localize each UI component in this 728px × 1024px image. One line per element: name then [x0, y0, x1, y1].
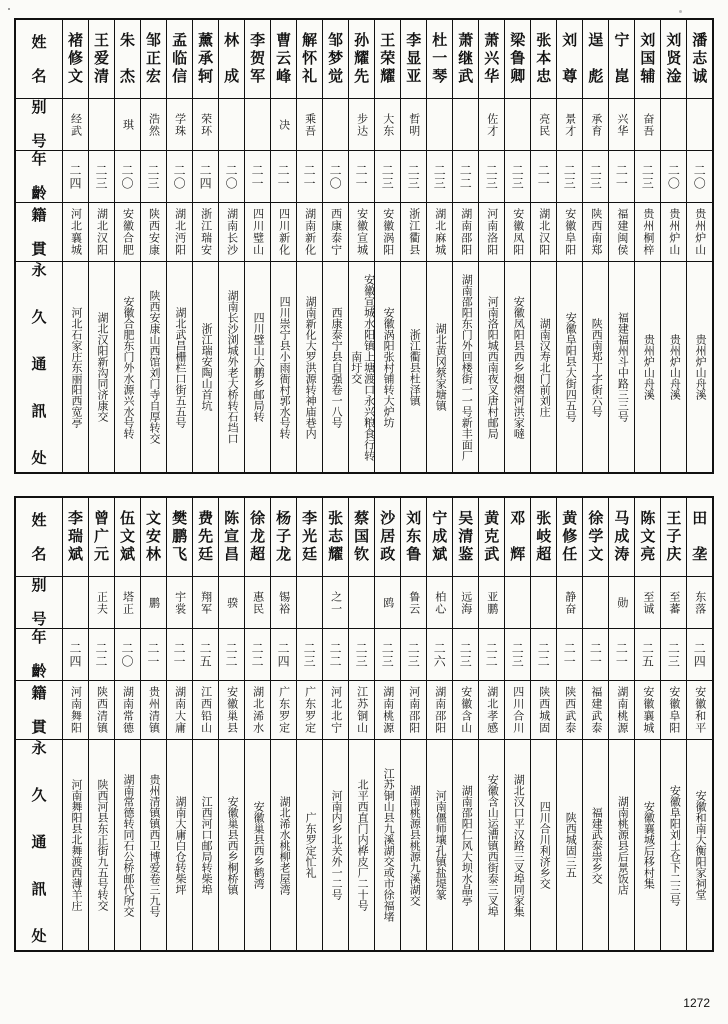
- origin-cell: 安徽合肥: [115, 203, 141, 262]
- age-cell: 二〇: [115, 629, 141, 681]
- name-cell: 徐学文: [583, 497, 609, 577]
- address-cell: 四川崇宁县小雨衙村郭水号转: [271, 262, 297, 474]
- alias-cell: 景才: [557, 99, 583, 151]
- address-cell: 安徽涡阳张村铺转大炉坊: [375, 262, 401, 474]
- alias-cell: [323, 99, 349, 151]
- origin-cell: 湖南大庸: [167, 681, 193, 740]
- age-cell: 二三: [583, 151, 609, 203]
- age-cell: 二〇: [167, 151, 193, 203]
- age-cell: 二三: [141, 151, 167, 203]
- address-cell: 安徽巢县西乡鹤湾: [245, 740, 271, 952]
- table-row-address-top: [15, 262, 713, 474]
- origin-cell: 贵州桐梓: [635, 203, 661, 262]
- alias-cell: 奋吾: [635, 99, 661, 151]
- origin-cell: 湖南桃源: [375, 681, 401, 740]
- alias-cell: [531, 577, 557, 629]
- name-cell: 刘国辅: [635, 19, 661, 99]
- address-cell: 河北石家庄东丽阳西宽亭: [63, 262, 89, 474]
- name-cell: 李贺军: [245, 19, 271, 99]
- name-cell: 马成涛: [609, 497, 635, 577]
- alias-cell: 翔军: [193, 577, 219, 629]
- origin-cell: 安徽含山: [453, 681, 479, 740]
- name-cell: 王子庆: [661, 497, 687, 577]
- age-cell: 二三: [557, 151, 583, 203]
- address-cell: 浙江瑞安陶山首坑: [193, 262, 219, 474]
- page-speck: [8, 8, 10, 10]
- origin-cell: 广东罗定: [271, 681, 297, 740]
- origin-cell: 湖北孝感: [479, 681, 505, 740]
- table-row-address-bottom: [15, 740, 713, 952]
- name-cell: 孟临信: [167, 19, 193, 99]
- address-cell: 贵州清镇镇西卫博爱卷三九号: [141, 740, 167, 952]
- age-cell: 二〇: [687, 151, 713, 203]
- alias-cell: 鲁云: [401, 577, 427, 629]
- age-cell: 二一: [609, 151, 635, 203]
- name-cell: 曹云峰: [271, 19, 297, 99]
- address-cell: 陕西安康山西馆刘门寺自厚转交: [141, 262, 167, 474]
- name-cell: 薰承轲: [193, 19, 219, 99]
- alias-cell: 正夫: [89, 577, 115, 629]
- name-cell: 黄修任: [557, 497, 583, 577]
- alias-cell: [687, 99, 713, 151]
- address-cell: 湖南桃源县桃源九溪湖交: [401, 740, 427, 952]
- address-cell: 湖南长沙浏城外老大桥转石垱口: [219, 262, 245, 474]
- address-cell: 北平西直门内桦皮厂二十号: [349, 740, 375, 952]
- address-cell: 安徽含山运漕镇西街泰三叉埠: [479, 740, 505, 952]
- address-cell: 福建福州斗中路三三号: [609, 262, 635, 474]
- address-cell: 湖北武昌栅栏口街五五号: [167, 262, 193, 474]
- origin-cell: 陕西城固: [531, 681, 557, 740]
- origin-cell: 江西铅山: [193, 681, 219, 740]
- age-cell: 二二: [531, 629, 557, 681]
- origin-cell: 西康泰宁: [323, 203, 349, 262]
- alias-cell: 琪: [115, 99, 141, 151]
- row-header-address: 永 久 通 訊 处: [15, 740, 63, 952]
- origin-cell: 湖北汉阳: [531, 203, 557, 262]
- origin-cell: 河南舞阳: [63, 681, 89, 740]
- alias-cell: 经武: [63, 99, 89, 151]
- origin-cell: 贵州炉山: [661, 203, 687, 262]
- age-cell: 二〇: [219, 151, 245, 203]
- name-cell: 邹正宏: [141, 19, 167, 99]
- alias-cell: [349, 577, 375, 629]
- name-cell: 王荣耀: [375, 19, 401, 99]
- roster-table-top: [14, 18, 714, 474]
- alias-cell: 至蕃: [661, 577, 687, 629]
- name-cell: 刘 尊: [557, 19, 583, 99]
- address-cell: 安徽阜阳县大街四五号: [557, 262, 583, 474]
- origin-cell: 安徽阜阳: [661, 681, 687, 740]
- alias-cell: 柏心: [427, 577, 453, 629]
- table-gap: [14, 474, 714, 496]
- table-row-origin-bottom: [15, 681, 713, 740]
- address-cell: 陕西河县东正街九五号转交: [89, 740, 115, 952]
- name-cell: 徐龙超: [245, 497, 271, 577]
- alias-cell: 勋: [609, 577, 635, 629]
- alias-cell: 决: [271, 99, 297, 151]
- name-cell: 杜一琴: [427, 19, 453, 99]
- address-cell: 西康泰宁县自强卷一八号: [323, 262, 349, 474]
- name-cell: 费先廷: [193, 497, 219, 577]
- alias-cell: [219, 99, 245, 151]
- name-cell: 文安林: [141, 497, 167, 577]
- age-cell: 二三: [375, 629, 401, 681]
- address-cell: 贵州炉山舟溪: [661, 262, 687, 474]
- address-cell: 湖北汉阳新沟同济康交: [89, 262, 115, 474]
- origin-cell: 安徽涡阳: [375, 203, 401, 262]
- age-cell: 二二: [89, 629, 115, 681]
- address-cell: 湖北黄冈蔡家塘镇: [427, 262, 453, 474]
- origin-cell: 福建闽侯: [609, 203, 635, 262]
- alias-cell: [453, 99, 479, 151]
- origin-cell: 湖南常德: [115, 681, 141, 740]
- origin-cell: 福建武泰: [583, 681, 609, 740]
- name-cell: 李光廷: [297, 497, 323, 577]
- alias-cell: 乘吾: [297, 99, 323, 151]
- row-header-age: 年 齡: [15, 151, 63, 203]
- alias-cell: 步达: [349, 99, 375, 151]
- age-cell: 二二: [245, 629, 271, 681]
- origin-cell: 安徽宣城: [349, 203, 375, 262]
- origin-cell: 河北北宁: [323, 681, 349, 740]
- alias-cell: 塔正: [115, 577, 141, 629]
- name-cell: 邓 辉: [505, 497, 531, 577]
- row-header-alias: 别 号: [15, 577, 63, 629]
- origin-cell: 广东罗定: [297, 681, 323, 740]
- address-cell: 安徽阜阳刘士仓下二三号: [661, 740, 687, 952]
- origin-cell: 四川合川: [505, 681, 531, 740]
- address-cell: 福建武泰崇乡交: [583, 740, 609, 952]
- origin-cell: 河南洛阳: [479, 203, 505, 262]
- address-cell: 河南洛阳城西南夜叉唐村邮局: [479, 262, 505, 474]
- name-cell: 宁 崑: [609, 19, 635, 99]
- age-cell: 二四: [63, 151, 89, 203]
- age-cell: 二一: [531, 151, 557, 203]
- name-cell: 陈宣昌: [219, 497, 245, 577]
- age-cell: 二三: [401, 151, 427, 203]
- address-cell: 安徽宣城水阳镇上塘渡口永兴粮食行转南圩交: [349, 262, 375, 474]
- table-row-age-top: [15, 151, 713, 203]
- alias-cell: [505, 577, 531, 629]
- origin-cell: 安徽和平: [687, 681, 713, 740]
- alias-cell: 惠民: [245, 577, 271, 629]
- address-cell: 湖北浠水桃柳老屋湾: [271, 740, 297, 952]
- origin-cell: 陕西南郑: [583, 203, 609, 262]
- table-row-alias-top: [15, 99, 713, 151]
- origin-cell: 安徽阜阳: [557, 203, 583, 262]
- origin-cell: 湖北沔阳: [167, 203, 193, 262]
- address-cell: 河南舞阳县北舞渡西薄羊庄: [63, 740, 89, 952]
- address-cell: 湖南常德转同石公桥邮代所交: [115, 740, 141, 952]
- name-cell: 刘东鲁: [401, 497, 427, 577]
- table-row-name-bottom: [15, 497, 713, 577]
- row-header-name: 姓 名: [15, 497, 63, 577]
- name-cell: 李瑞斌: [63, 497, 89, 577]
- age-cell: 二三: [479, 151, 505, 203]
- row-header-alias: 别 号: [15, 99, 63, 151]
- origin-cell: 湖北麻城: [427, 203, 453, 262]
- name-cell: 邹梦觉: [323, 19, 349, 99]
- address-cell: 广东罗定忙礼: [297, 740, 323, 952]
- address-cell: 湖南邵阳东门外回楼街一一号新丰面厂: [453, 262, 479, 474]
- alias-cell: 亮民: [531, 99, 557, 151]
- origin-cell: 湖南新化: [297, 203, 323, 262]
- roster-table-bottom: [14, 496, 714, 952]
- origin-cell: 河南邵阳: [401, 681, 427, 740]
- name-cell: 萧继武: [453, 19, 479, 99]
- age-cell: 二二: [453, 151, 479, 203]
- origin-cell: 陕西安康: [141, 203, 167, 262]
- address-cell: 河南内乡北关外一二号: [323, 740, 349, 952]
- alias-cell: [63, 577, 89, 629]
- age-cell: 二六: [427, 629, 453, 681]
- age-cell: 二〇: [323, 151, 349, 203]
- age-cell: 二一: [297, 151, 323, 203]
- alias-cell: [505, 99, 531, 151]
- age-cell: 二二: [479, 629, 505, 681]
- origin-cell: 安徽襄城: [635, 681, 661, 740]
- age-cell: 二五: [635, 629, 661, 681]
- address-cell: 贵州炉山舟溪: [635, 262, 661, 474]
- name-cell: 张本忠: [531, 19, 557, 99]
- age-cell: 二五: [193, 629, 219, 681]
- alias-cell: [89, 99, 115, 151]
- name-cell: 梁鲁卿: [505, 19, 531, 99]
- address-cell: 四川璧山大鹏乡邮局转: [245, 262, 271, 474]
- address-cell: 贵州炉山舟溪: [687, 262, 713, 474]
- address-cell: 湖南新化大罗洪源转神庙巷内: [297, 262, 323, 474]
- age-cell: 二四: [193, 151, 219, 203]
- alias-cell: 骙: [219, 577, 245, 629]
- address-cell: 陕西南郑丁字街六号: [583, 262, 609, 474]
- age-cell: 二三: [349, 629, 375, 681]
- name-cell: 王爱清: [89, 19, 115, 99]
- address-cell: 湖南桃源县后景饭店: [609, 740, 635, 952]
- alias-cell: 佐才: [479, 99, 505, 151]
- page-speck-2: [679, 10, 682, 13]
- age-cell: 二三: [505, 629, 531, 681]
- alias-cell: 静奋: [557, 577, 583, 629]
- age-cell: 二四: [271, 629, 297, 681]
- table-row-age-bottom: [15, 629, 713, 681]
- name-cell: 陈文亮: [635, 497, 661, 577]
- alias-cell: [297, 577, 323, 629]
- age-cell: 二三: [453, 629, 479, 681]
- address-cell: 安徽襄城后移村集: [635, 740, 661, 952]
- row-header-age: 年 齡: [15, 629, 63, 681]
- alias-cell: 鸥: [375, 577, 401, 629]
- age-cell: 二一: [349, 151, 375, 203]
- alias-cell: 浩然: [141, 99, 167, 151]
- origin-cell: 湖北浠水: [245, 681, 271, 740]
- alias-cell: 宇裳: [167, 577, 193, 629]
- address-cell: 四川合川利济乡交: [531, 740, 557, 952]
- age-cell: 二一: [141, 629, 167, 681]
- origin-cell: 浙江衢县: [401, 203, 427, 262]
- origin-cell: 湖南邵阳: [427, 681, 453, 740]
- name-cell: 刘贤淦: [661, 19, 687, 99]
- address-cell: 湖南大庸白仓转柴坪: [167, 740, 193, 952]
- row-header-origin: 籍 貫: [15, 203, 63, 262]
- age-cell: 二三: [505, 151, 531, 203]
- name-cell: 伍文斌: [115, 497, 141, 577]
- alias-cell: 至诚: [635, 577, 661, 629]
- origin-cell: 湖南长沙: [219, 203, 245, 262]
- name-cell: 朱 杰: [115, 19, 141, 99]
- name-cell: 沙居政: [375, 497, 401, 577]
- address-cell: 安徽合肥东门外水源兴水号转: [115, 262, 141, 474]
- origin-cell: 陕西武泰: [557, 681, 583, 740]
- origin-cell: 湖南邵阳: [453, 203, 479, 262]
- table-row-origin-top: [15, 203, 713, 262]
- page-number: 1272: [683, 996, 710, 1010]
- alias-cell: 远海: [453, 577, 479, 629]
- address-cell: 陕西城固三五: [557, 740, 583, 952]
- address-cell: 安徽凤阳县西乡烟熠河洪家噠: [505, 262, 531, 474]
- name-cell: 杨子龙: [271, 497, 297, 577]
- name-cell: 蔡国钦: [349, 497, 375, 577]
- origin-cell: 陕西清镇: [89, 681, 115, 740]
- origin-cell: 贵州清镇: [141, 681, 167, 740]
- age-cell: 二三: [375, 151, 401, 203]
- origin-cell: 四川璧山: [245, 203, 271, 262]
- age-cell: 二〇: [661, 151, 687, 203]
- row-header-address: 永 久 通 訊 处: [15, 262, 63, 474]
- age-cell: 二二: [323, 629, 349, 681]
- age-cell: 二二: [219, 629, 245, 681]
- alias-cell: [583, 577, 609, 629]
- name-cell: 樊鹏飞: [167, 497, 193, 577]
- origin-cell: 河北襄城: [63, 203, 89, 262]
- origin-cell: 浙江瑞安: [193, 203, 219, 262]
- row-header-name: 姓 名: [15, 19, 63, 99]
- name-cell: 宁成斌: [427, 497, 453, 577]
- origin-cell: 湖南桃源: [609, 681, 635, 740]
- table-row-name-top: [15, 19, 713, 99]
- age-cell: 二三: [401, 629, 427, 681]
- age-cell: 二三: [89, 151, 115, 203]
- address-cell: 浙江衢县杜泽镇: [401, 262, 427, 474]
- name-cell: 李显亚: [401, 19, 427, 99]
- name-cell: 曾广元: [89, 497, 115, 577]
- alias-cell: [661, 99, 687, 151]
- age-cell: 二三: [635, 151, 661, 203]
- alias-cell: 东落: [687, 577, 713, 629]
- row-header-origin: 籍 貫: [15, 681, 63, 740]
- alias-cell: 之一: [323, 577, 349, 629]
- alias-cell: 学珠: [167, 99, 193, 151]
- alias-cell: [245, 99, 271, 151]
- age-cell: 二四: [687, 629, 713, 681]
- origin-cell: 贵州炉山: [687, 203, 713, 262]
- alias-cell: 大东: [375, 99, 401, 151]
- address-cell: 安徽和南大衡阳家祠堂: [687, 740, 713, 952]
- alias-cell: 兴华: [609, 99, 635, 151]
- age-cell: 二三: [661, 629, 687, 681]
- age-cell: 二一: [583, 629, 609, 681]
- address-cell: 江苏铜山县九溪湖交或市徐福堵: [375, 740, 401, 952]
- origin-cell: 江苏铜山: [349, 681, 375, 740]
- name-cell: 逞 彪: [583, 19, 609, 99]
- name-cell: 黄克武: [479, 497, 505, 577]
- origin-cell: 安徽凤阳: [505, 203, 531, 262]
- name-cell: 林 成: [219, 19, 245, 99]
- alias-cell: 荣环: [193, 99, 219, 151]
- alias-cell: 亚鹏: [479, 577, 505, 629]
- origin-cell: 湖北汉阳: [89, 203, 115, 262]
- address-cell: 河南僵师壤孔镇盐堤篆: [427, 740, 453, 952]
- age-cell: 二〇: [115, 151, 141, 203]
- address-cell: 湖北汉口平汉路三叉埠同家集: [505, 740, 531, 952]
- name-cell: 潘志诚: [687, 19, 713, 99]
- name-cell: 解怀礼: [297, 19, 323, 99]
- name-cell: 萧兴华: [479, 19, 505, 99]
- origin-cell: 安徽巢县: [219, 681, 245, 740]
- address-cell: 江西河口邮局转柴埠: [193, 740, 219, 952]
- origin-cell: 四川新化: [271, 203, 297, 262]
- alias-cell: 锡裕: [271, 577, 297, 629]
- alias-cell: [427, 99, 453, 151]
- name-cell: 张岐超: [531, 497, 557, 577]
- name-cell: 吴清鉴: [453, 497, 479, 577]
- name-cell: 褚修文: [63, 19, 89, 99]
- name-cell: 田 垄: [687, 497, 713, 577]
- age-cell: 二三: [297, 629, 323, 681]
- name-cell: 孙耀先: [349, 19, 375, 99]
- address-cell: 安徽巢县西乡桐桥镇: [219, 740, 245, 952]
- address-cell: 湖南邵阳仁风大坝水晶亭: [453, 740, 479, 952]
- age-cell: 二四: [63, 629, 89, 681]
- name-cell: 张志耀: [323, 497, 349, 577]
- alias-cell: 承育: [583, 99, 609, 151]
- alias-cell: 哲明: [401, 99, 427, 151]
- table-row-alias-bottom: [15, 577, 713, 629]
- alias-cell: 鹏: [141, 577, 167, 629]
- address-cell: 湖南汉寿北门前刘庄: [531, 262, 557, 474]
- age-cell: 二三: [427, 151, 453, 203]
- age-cell: 二一: [271, 151, 297, 203]
- age-cell: 二一: [167, 629, 193, 681]
- age-cell: 二一: [245, 151, 271, 203]
- age-cell: 二一: [609, 629, 635, 681]
- age-cell: 二一: [557, 629, 583, 681]
